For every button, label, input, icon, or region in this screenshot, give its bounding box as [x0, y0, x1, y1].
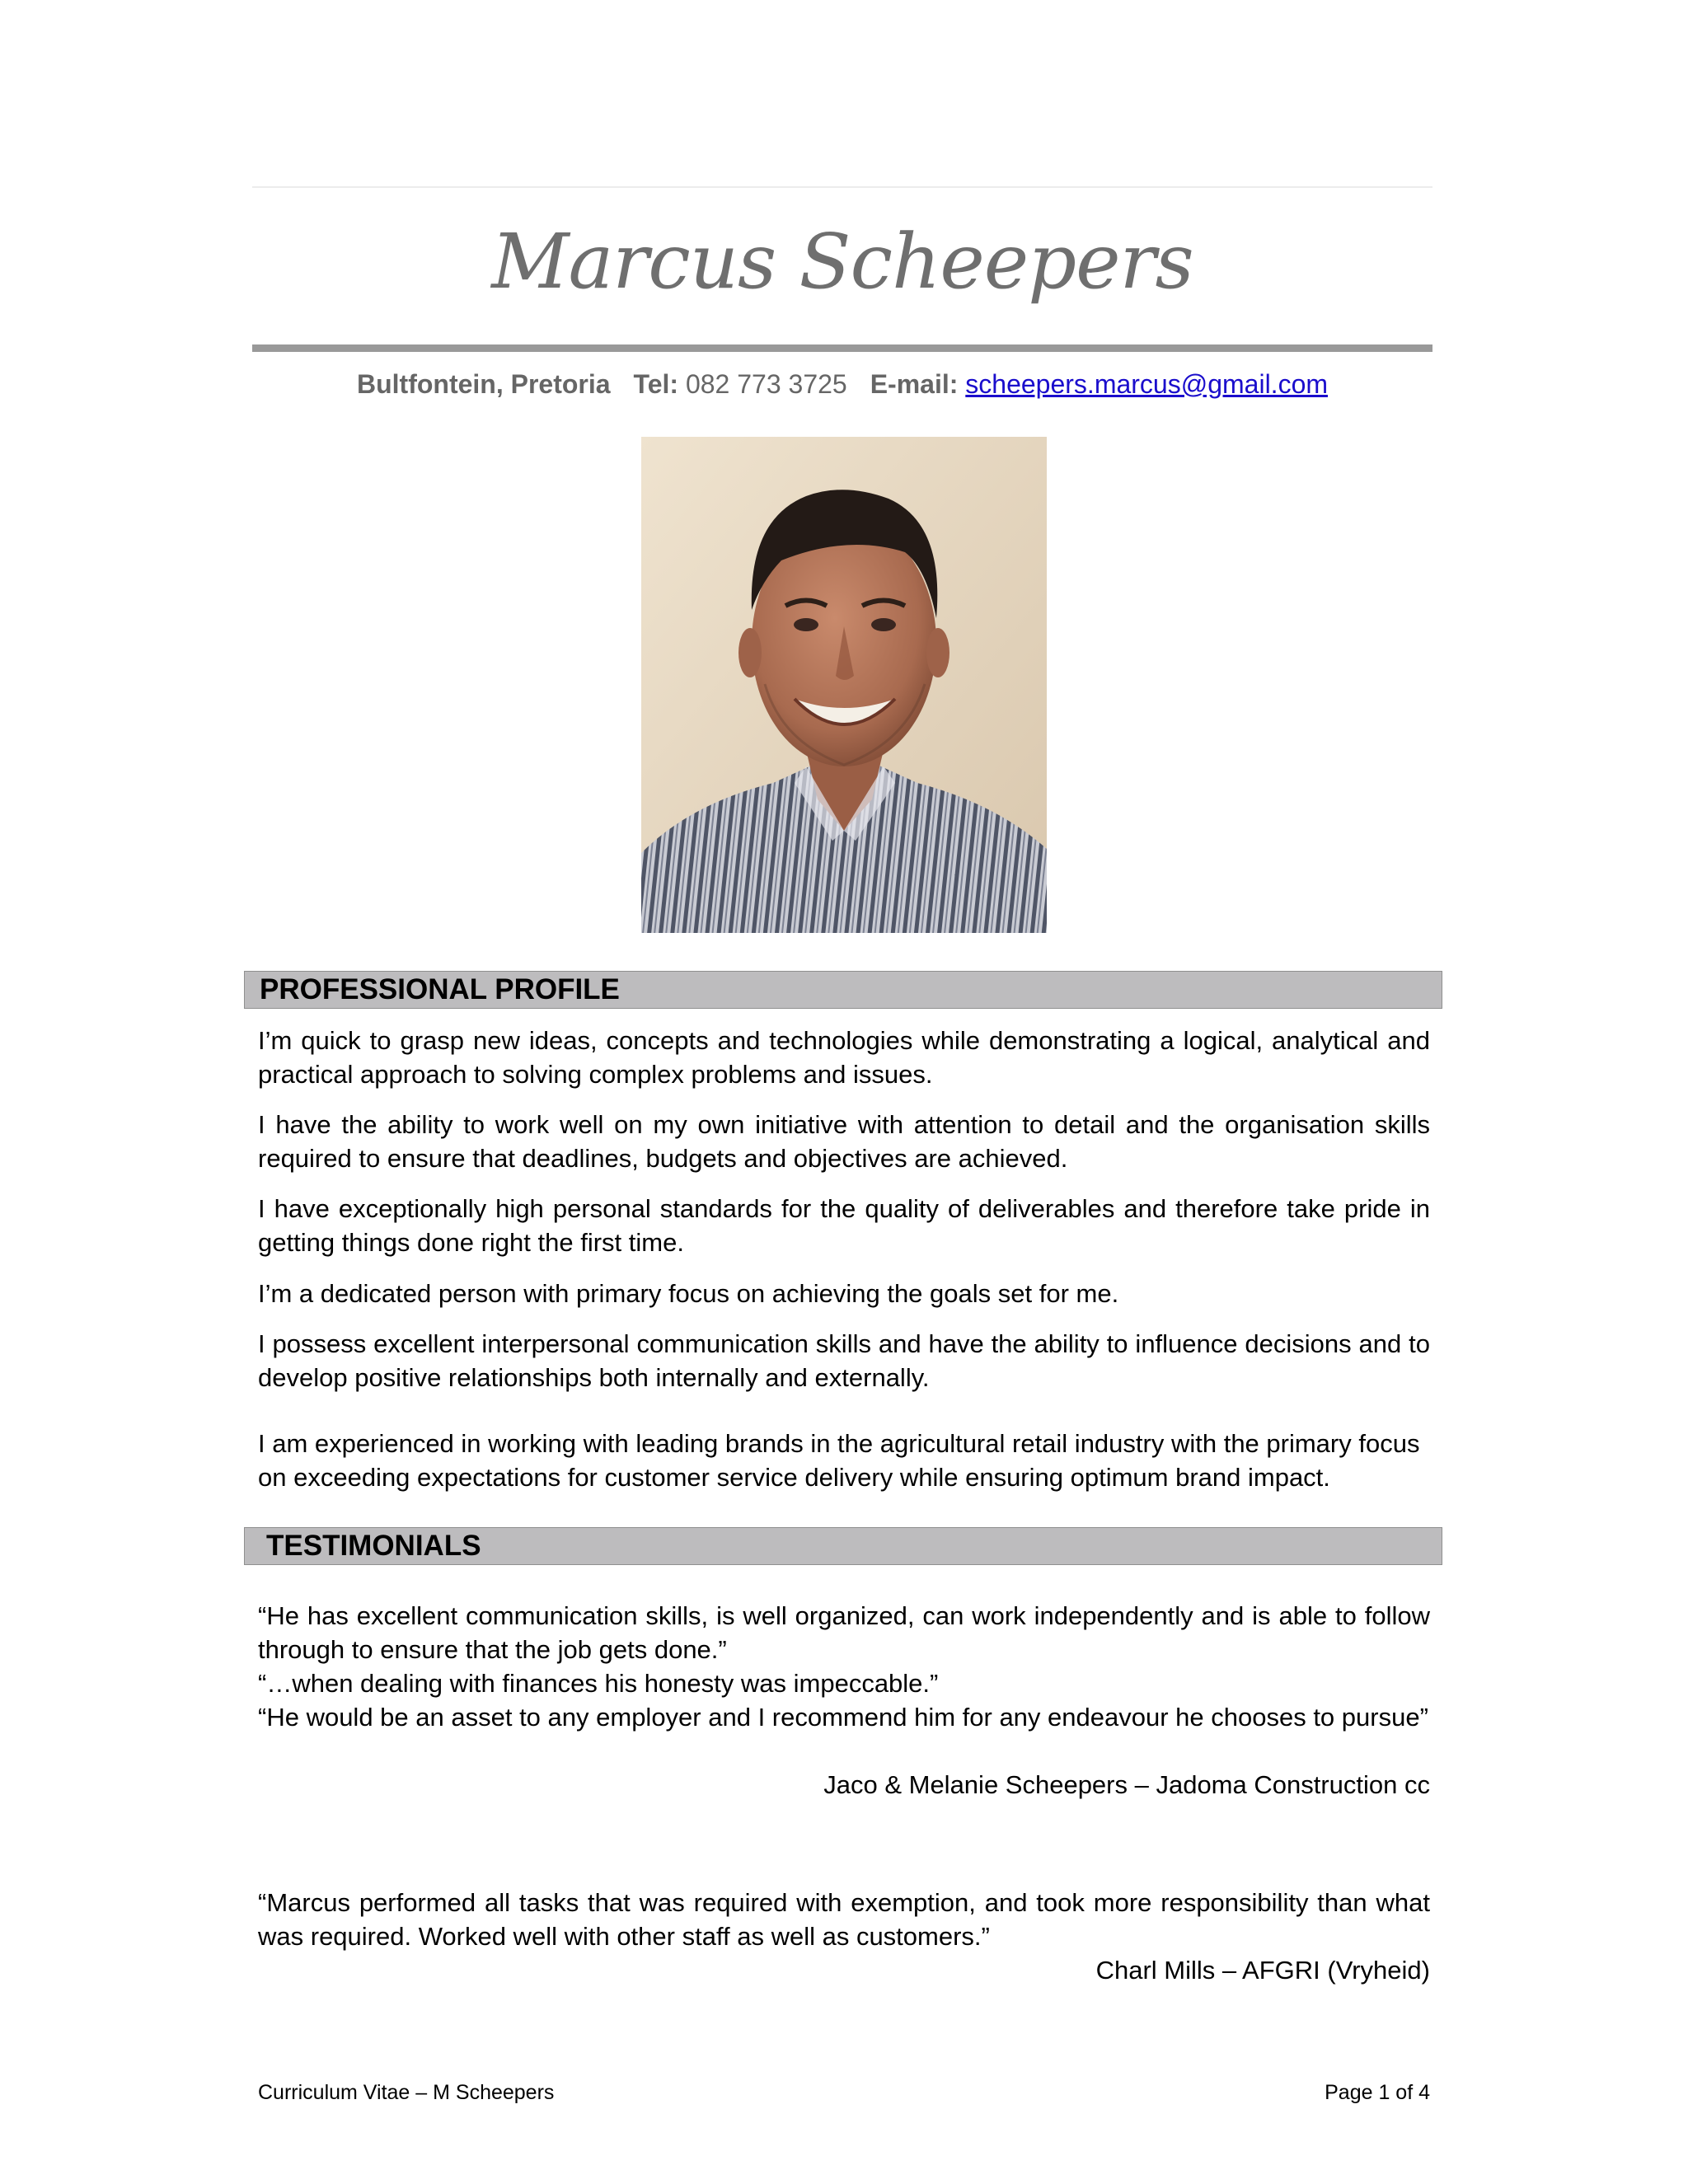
footer-page-number: Page 1 of 4 [1325, 2081, 1430, 2104]
contact-line [252, 368, 1432, 401]
tel-label: Tel: [633, 369, 679, 399]
profile-paragraph: I possess excellent interpersonal communication skills and have the ability to influence decisions and to develop positive relationships both internally and externally. [258, 1329, 1430, 1392]
profile-paragraph: I have exceptionally high personal standards for the quality of deliverables and therefore take pride in getting things done right the first time. [258, 1194, 1430, 1257]
header-divider [252, 344, 1432, 352]
testimonial-attribution: Charl Mills – AFGRI (Vryheid) [1095, 1956, 1430, 1985]
testimonial-quote: “He would be an asset to any employer and I recommend him for any endeavour he chooses to pursue” [258, 1703, 1428, 1732]
email-link[interactable]: scheepers.marcus@gmail.com [965, 369, 1329, 399]
testimonial-quote: “…when dealing with finances his honesty was impeccable.” [258, 1669, 939, 1698]
section-heading: TESTIMONIALS [266, 1530, 481, 1562]
profile-paragraph: I’m quick to grasp new ideas, concepts and technologies while demonstrating a logical, analytical and practical approach to solving complex problems and issues. [258, 1026, 1430, 1089]
location: Bultfontein, Pretoria [356, 369, 611, 399]
profile-photo [641, 437, 1047, 933]
section-testimonials [244, 1527, 1442, 1565]
footer-title: Curriculum Vitae – M Scheepers [258, 2081, 555, 2104]
portrait-image [641, 437, 1047, 933]
profile-paragraph: I have the ability to work well on my own initiative with attention to detail and the organisation skills required to ensure that deadlines, budgets and objectives are achieved. [258, 1110, 1430, 1173]
top-divider [252, 186, 1432, 188]
testimonial-quote: “Marcus performed all tasks that was required with exemption, and took more responsibility than what was required. Worked well with other staff as well as customers.” [258, 1888, 1430, 1951]
profile-paragraph: I’m a dedicated person with primary focus on achieving the goals set for me. [258, 1279, 1119, 1308]
section-heading: PROFESSIONAL PROFILE [260, 973, 620, 1005]
candidate-name: Marcus Scheepers [491, 218, 1193, 306]
email-label: E-mail: [870, 369, 959, 399]
testimonial-attribution: Jaco & Melanie Scheepers – Jadoma Construction cc [823, 1770, 1430, 1799]
tel-number: 082 773 3725 [685, 369, 847, 399]
section-professional-profile [244, 971, 1442, 1009]
profile-paragraph: I am experienced in working with leading brands in the agricultural retail industry with the primary focus on exceeding expectations for customer service delivery while ensuring optimum brand impact. [258, 1429, 1420, 1492]
testimonial-quote: “He has excellent communication skills, is well organized, can work independently and is able to follow through to ensure that the job gets done.” [258, 1601, 1430, 1664]
